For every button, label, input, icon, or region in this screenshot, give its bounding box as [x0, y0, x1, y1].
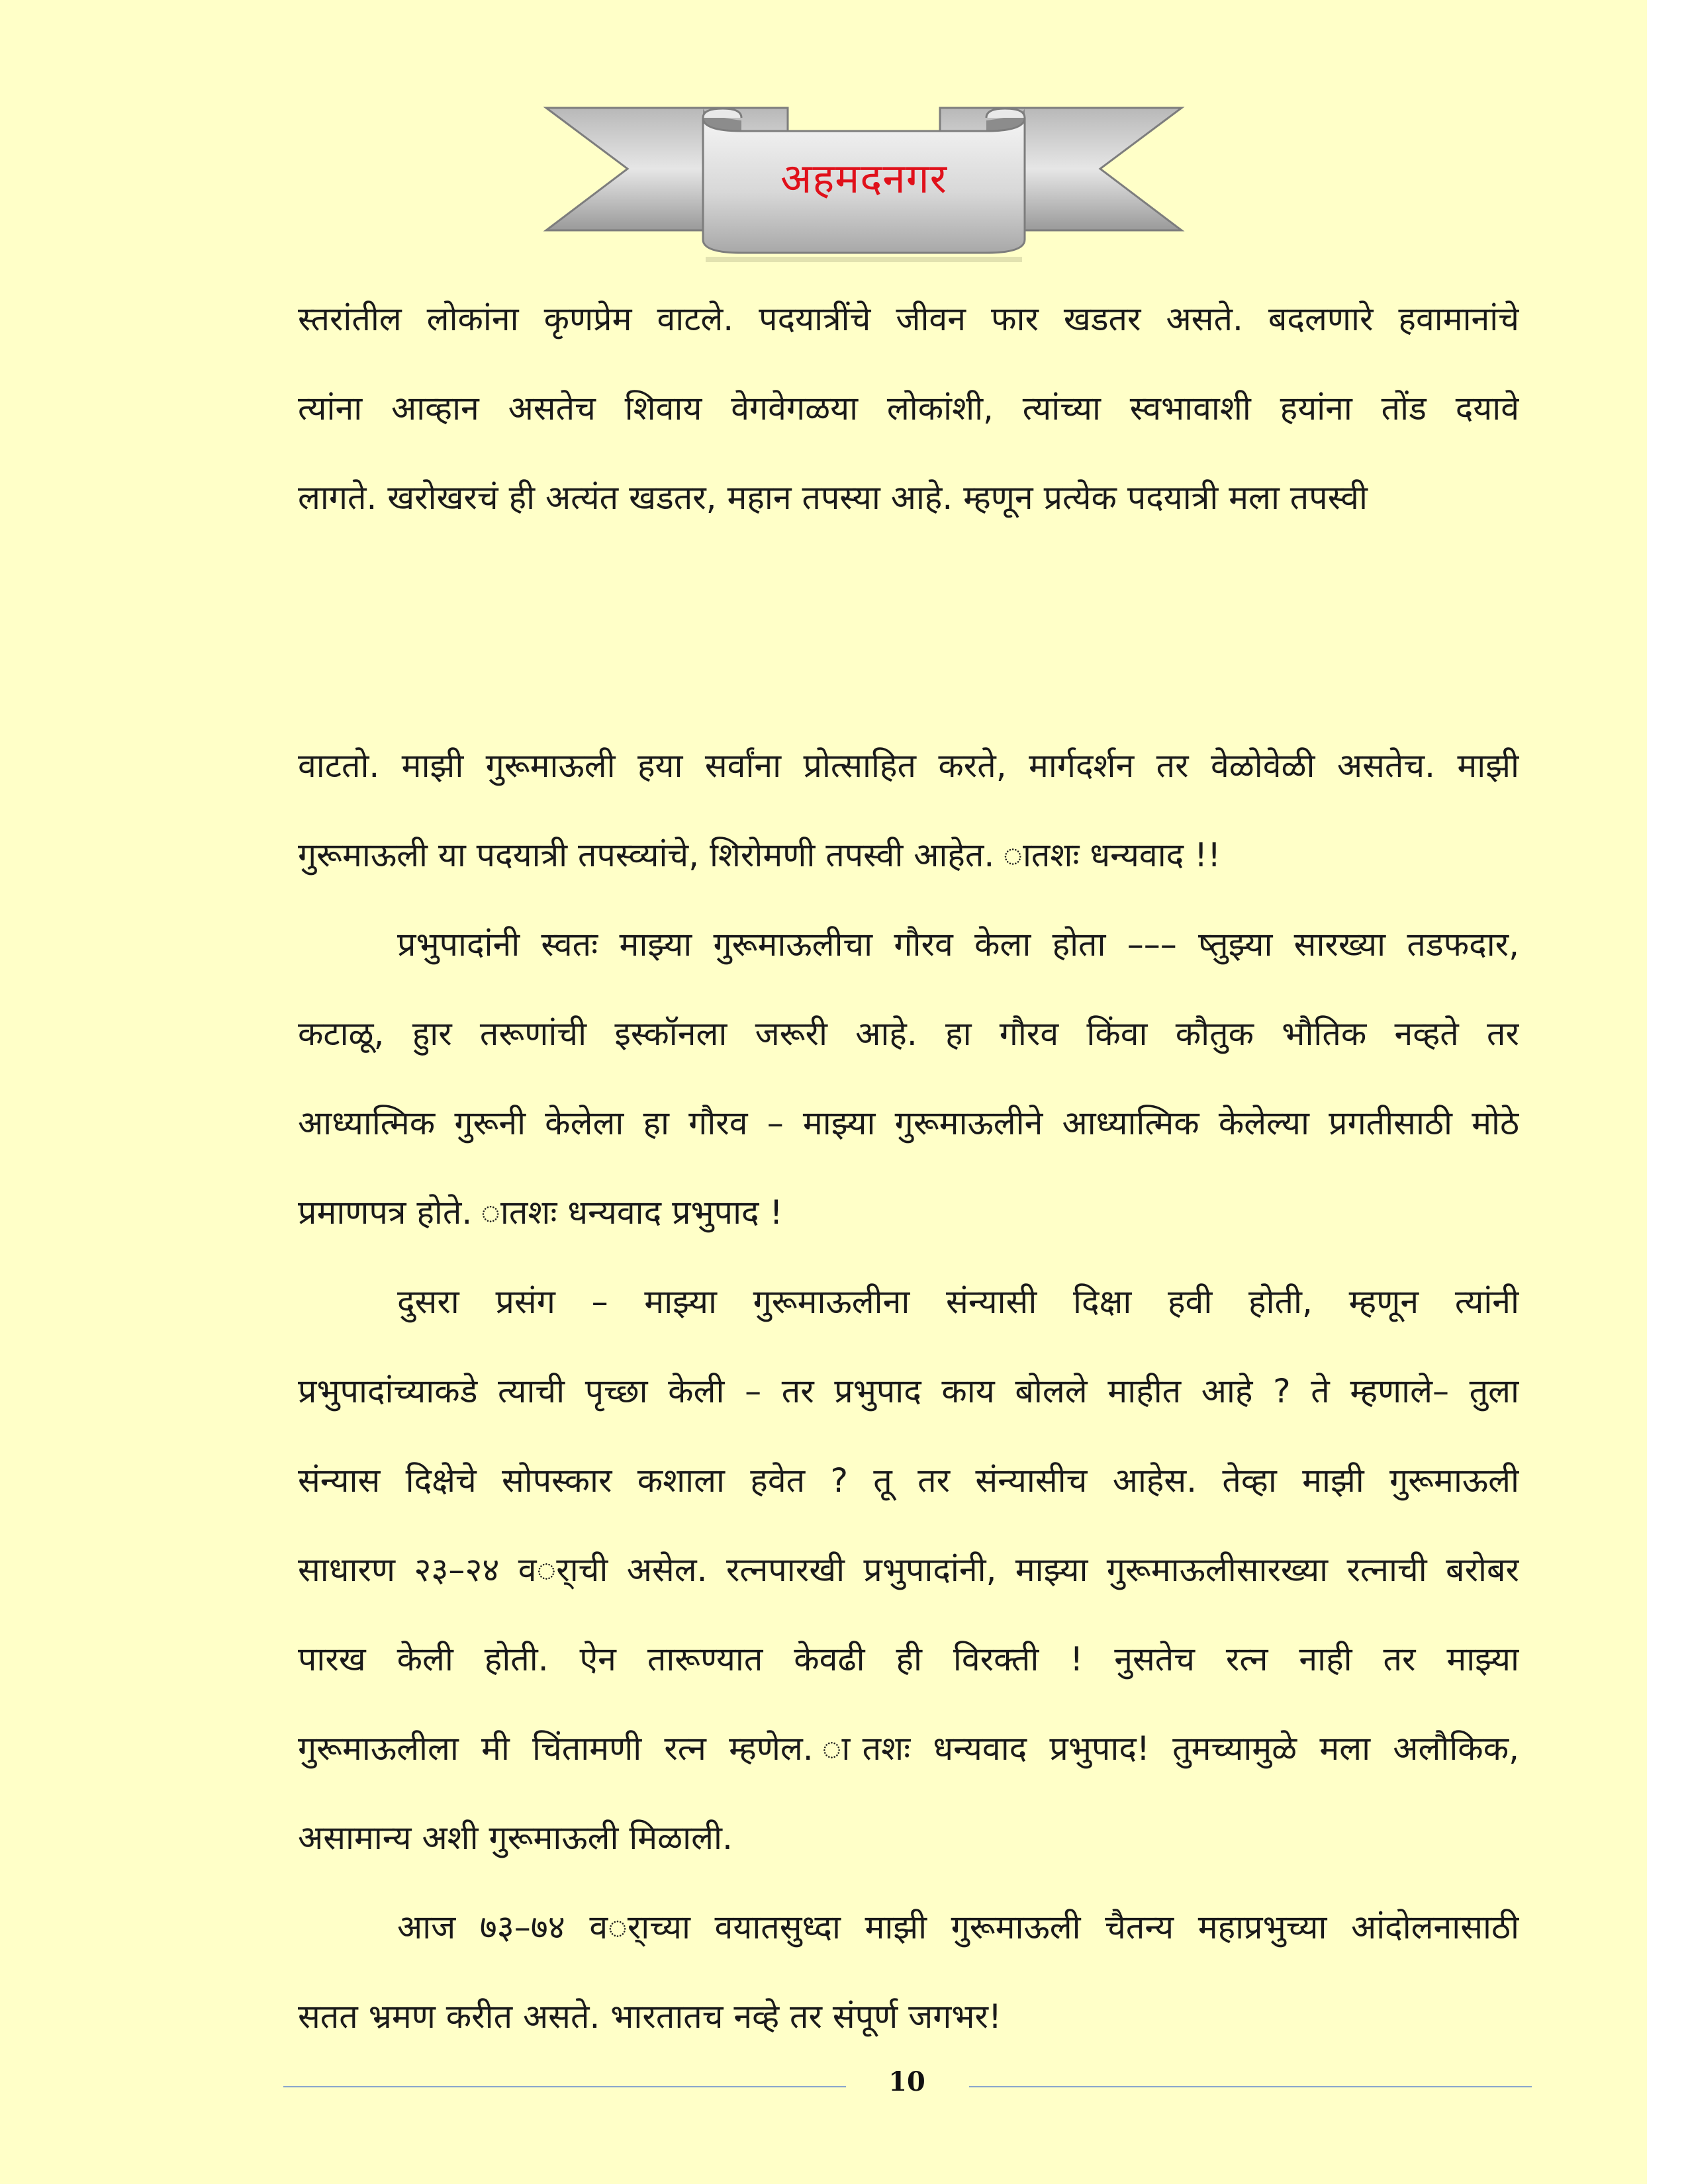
footer-rule-right [969, 2086, 1532, 2087]
banner-title: अहमदनगर [780, 154, 947, 203]
text-line-8: आध्यात्मिक गुरूनी केलेला हा गौरव – माझ्या गुरूमाऊलीने आध्यात्मिक केलेल्या प्रगतीसाठी मोठे [298, 1104, 1519, 1142]
text-line-5: गुरूमाऊली या पदयात्री तपस्व्यांचे, शिरोमणी तपस्वी आहेत. ातशः धन्यवाद !! [298, 836, 1221, 874]
text-line-3: लागते. खरोखरचं ही अत्यंत खडतर, महान तपस्या आहे. म्हणून प्रत्येक पदयात्री मला तपस्वी [298, 478, 1368, 517]
text-line-4: वाटतो. माझी गुरूमाऊली हया सर्वांना प्रोत्साहित करते, मार्गदर्शन तर वेळोवेळी असतेच. माझी [298, 747, 1519, 785]
text-line-17: आज ७३–७४ वर्ाच्या वयातसुध्दा माझी गुरूमाऊली चैतन्य महाप्रभुच्या आंदोलनासाठी [397, 1908, 1519, 1946]
text-line-14: पारख केली होती. ऐन तारूण्यात केवढी ही विरक्ती ! नुसतेच रत्न नाही तर माझ्या [298, 1640, 1519, 1678]
text-line-11: प्रभुपादांच्याकडे त्याची पृच्छा केली – तर प्रभुपाद काय बोलले माहीत आहे ? ते म्हणाले– तुला [298, 1372, 1519, 1410]
text-line-16: असामान्य अशी गुरूमाऊली मिळाली. [298, 1819, 733, 1857]
text-line-9: प्रमाणपत्र होते. ातशः धन्यवाद प्रभुपाद ! [298, 1193, 783, 1232]
text-line-15: गुरूमाऊलीला मी चिंतामणी रत्न म्हणेल. ातशः धन्यवाद प्रभुपाद! तुमच्यामुळे मला अलौकिक, [298, 1729, 1519, 1768]
footer-rule-left [283, 2086, 846, 2087]
page-number: 10 [888, 2066, 925, 2097]
body-text [298, 275, 1519, 2062]
text-line-1: स्तरांतील लोकांना कृणप्रेम वाटले. पदयात्रींचे जीवन फार खडतर असते. बदलणारे हवामानांचे [298, 300, 1519, 338]
text-line-2: त्यांना आव्हान असतेच शिवाय वेगवेगळया लोकांशी, त्यांच्या स्वभावाशी हयांना तोंड दयावे [298, 389, 1519, 428]
text-line-10: दुसरा प्रसंग – माझ्या गुरूमाऊलीना संन्यासी दिक्षा हवी होती, म्हणून त्यांनी [397, 1283, 1519, 1321]
text-line-13: साधारण २३–२४ वर्ाची असेल. रत्नपारखी प्रभुपादांनी, माझ्या गुरूमाऊलीसारख्या रत्नाची बरोबर [298, 1551, 1519, 1589]
text-line-6: प्रभुपादांनी स्वतः माझ्या गुरूमाऊलीचा गौरव केला होता ––– ष्तुझ्या सारख्या तडफदार, [397, 925, 1519, 964]
text-line-12: संन्यास दिक्षेचे सोपस्कार कशाला हवेत ? तू तर संन्यासीच आहेस. तेव्हा माझी गुरूमाऊली [298, 1461, 1519, 1500]
paragraph-gap [298, 543, 1519, 721]
text-line-7: कटाळू, हुार तरूणांची इस्कॉनला जरूरी आहे. हा गौरव किंवा कौतुक भौतिक नव्हते तर [298, 1015, 1519, 1053]
text-line-18: सतत भ्रमण करीत असते. भारतातच नव्हे तर संपूर्ण जगभर! [298, 1997, 1002, 2036]
